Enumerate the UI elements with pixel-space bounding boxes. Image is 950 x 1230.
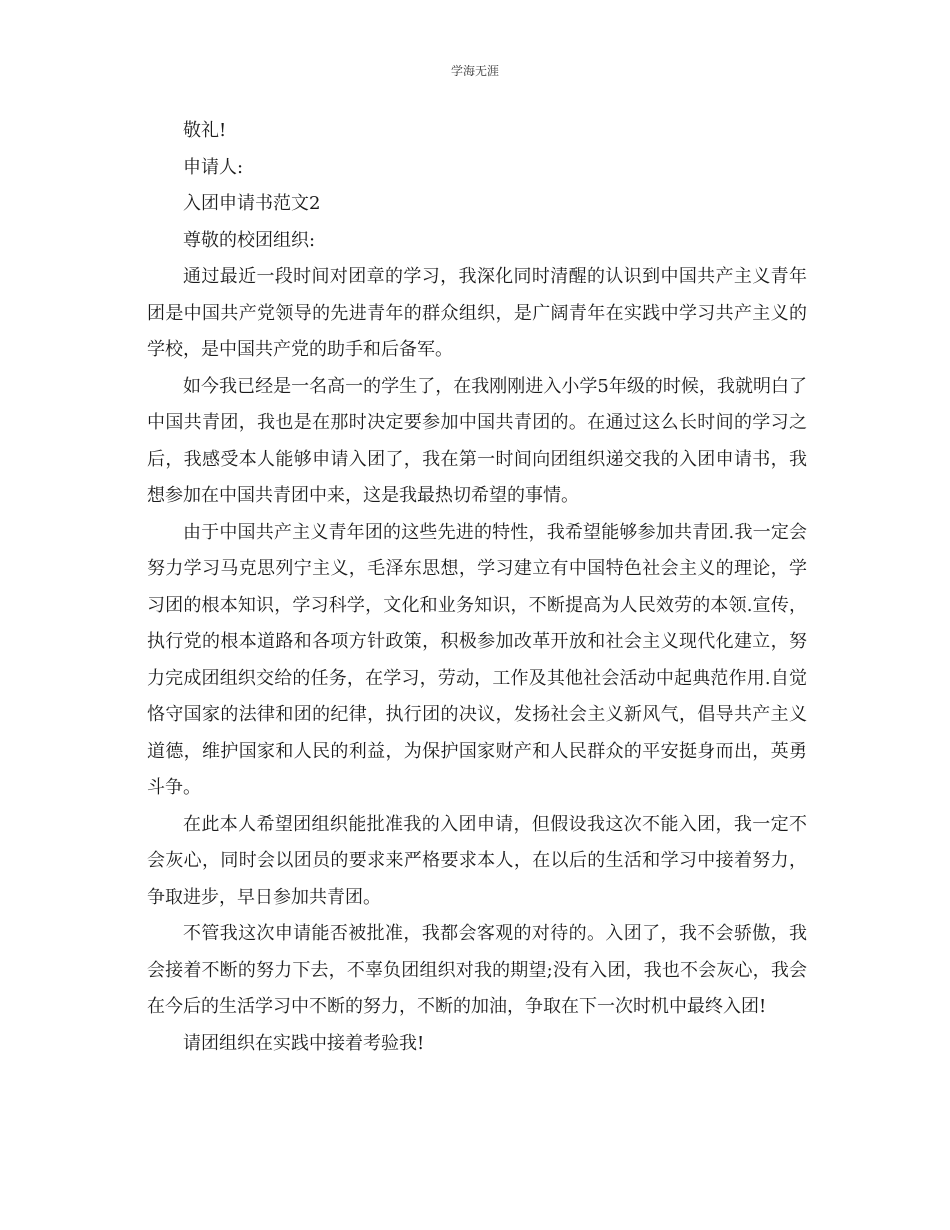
paragraph-salute: 敬礼! xyxy=(183,120,227,141)
paragraph-body-4: 在此本人希望团组织能批准我的入团申请，但假设我这次不能入团，我一定不会灰心，同时会以团员的要求来严格要求本人，在以后的生活和学习中接着努力，争取进步，早日参加共青团。 xyxy=(147,813,807,908)
page-header: 学海无涯 xyxy=(450,64,499,78)
document-body xyxy=(147,113,807,1062)
paragraph-body-5: 不管我这次申请能否被批准，我都会客观的对待的。入团了，我不会骄傲，我会接着不断的努力下去，不辜负团组织对我的期望;没有入团，我也不会灰心，我会在今后的生活学习中不断的努力，不断的加油，争取在下一次时机中最终入团! xyxy=(147,923,807,1017)
paragraph-section-title: 入团申请书范文2 xyxy=(183,193,321,214)
paragraph-closing: 请团组织在实践中接着考验我! xyxy=(183,1032,425,1054)
paragraph-greeting: 尊敬的校团组织: xyxy=(183,229,316,251)
paragraph-applicant: 申请人: xyxy=(183,156,244,178)
paragraph-body-1: 通过最近一段时间对团章的学习，我深化同时清醒的认识到中国共产主义青年团是中国共产党领导的先进青年的群众组织，是广阔青年在实践中学习共产主义的学校，是中国共产党的助手和后备军。 xyxy=(147,266,807,360)
paragraph-body-3: 由于中国共产主义青年团的这些先进的特性，我希望能够参加共青团.我一定会努力学习马克思列宁主义，毛泽东思想，学习建立有中国特色社会主义的理论，学习团的根本知识，学习科学，文化和业务知识，不断提高为人民效劳的本领.宣传，执行党的根本道路和各项方针政策，积极参加改革开放和社会主义现代化建立，努力完成团组织交给的任务，在学习，劳动，工作及其他社会活动中起典范作用.自觉恪守国家的法律和团的纪律，执行团的决议，发扬社会主义新风气，倡导共产主义道德，维护国家和人民的利益，为保护国家财产和人民群众的平安挺身而出，英勇斗争。 xyxy=(147,521,807,798)
paragraph-body-2: 如今我已经是一名高一的学生了，在我刚刚进入小学5年级的时候，我就明白了中国共青团，我也是在那时决定要参加中国共青团的。在通过这么长时间的学习之后，我感受本人能够申请入团了，我在第一时间向团组织递交我的入团申请书，我想参加在中国共青团中来，这是我最热切希望的事情。 xyxy=(147,375,807,506)
